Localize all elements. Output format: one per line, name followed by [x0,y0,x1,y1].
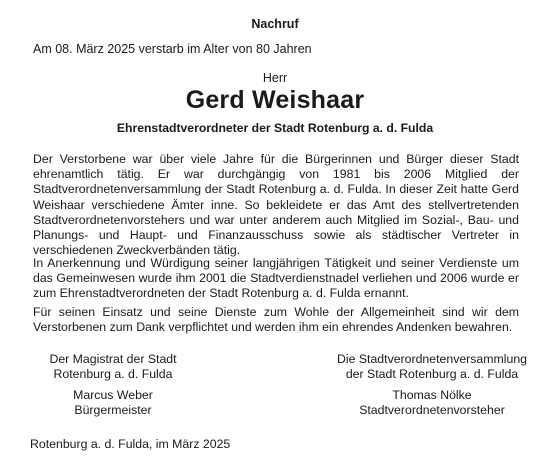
signature-right-organization [315,352,549,382]
paragraph-gratitude: Für seinen Einsatz und seine Dienste zum Wohle der Allgemeinheit sind wir dem Verstorbenen zum Dank verpflichtet und werden ihm ein ehrendes Andenken bewahren. [33,305,519,335]
paragraph-service: Der Verstorbene war über viele Jahre für die Bürgerinnen und Bürger dieser Stadt ehrenamtlich tätig. Er war durchgängig von 1981 bis 2006 Mitglied der Stadtverordnetenversammlung der Stadt Rotenburg a. d. Fulda. In dieser Zeit hatte Gerd Weishaar verschiedene Ämter inne. So bekleidete er das Amt des stellvertretenden Stadtverordnetenvorstehers und war unter anderem auch Mitglied im Sozial-, Bau- und Planungs- und Haupt- und Finanzausschuss sowie als städtischer Vertreter in verschiedenen Zweckverbänden tätig. [33,152,519,258]
deceased-role: Ehrenstadtverordneter der Stadt Rotenburg a. d. Fulda [116,121,434,135]
signature-left-org-line1: Der Magistrat der Stadt [49,352,177,366]
signature-left-person [30,388,196,418]
notice-heading: Nachruf [251,17,299,31]
signature-left-organization [30,352,196,382]
paragraph-honors: In Anerkennung und Würdigung seiner langjährigen Tätigkeit und seiner Verdienste um das Gemeinwesen wurde ihm 2001 die Stadtverdienstnadel verliehen und 2006 wurde er zum Ehrenstadtverordneten der Stadt Rotenburg a. d. Fulda ernannt. [33,256,519,301]
signature-left-name: Marcus Weber [73,388,153,402]
signature-right-title: Stadtverordnetenvorsteher [359,403,505,418]
deceased-name: Gerd Weishaar [185,86,365,114]
signature-right-org-line1: Die Stadtverordnetenversammlung [336,352,527,366]
signature-left-org-line2: Rotenburg a. d. Fulda [53,367,173,382]
signature-right-name: Thomas Nölke [392,388,472,402]
signature-right-org-line2: der Stadt Rotenburg a. d. Fulda [345,367,519,382]
salutation: Herr [262,71,288,85]
signature-left-title: Bürgermeister [74,403,152,418]
place-and-date: Rotenburg a. d. Fulda, im März 2025 [30,437,231,451]
intro-line: Am 08. März 2025 verstarb im Alter von 80 Jahren [33,42,312,56]
signature-right-person [330,388,534,418]
